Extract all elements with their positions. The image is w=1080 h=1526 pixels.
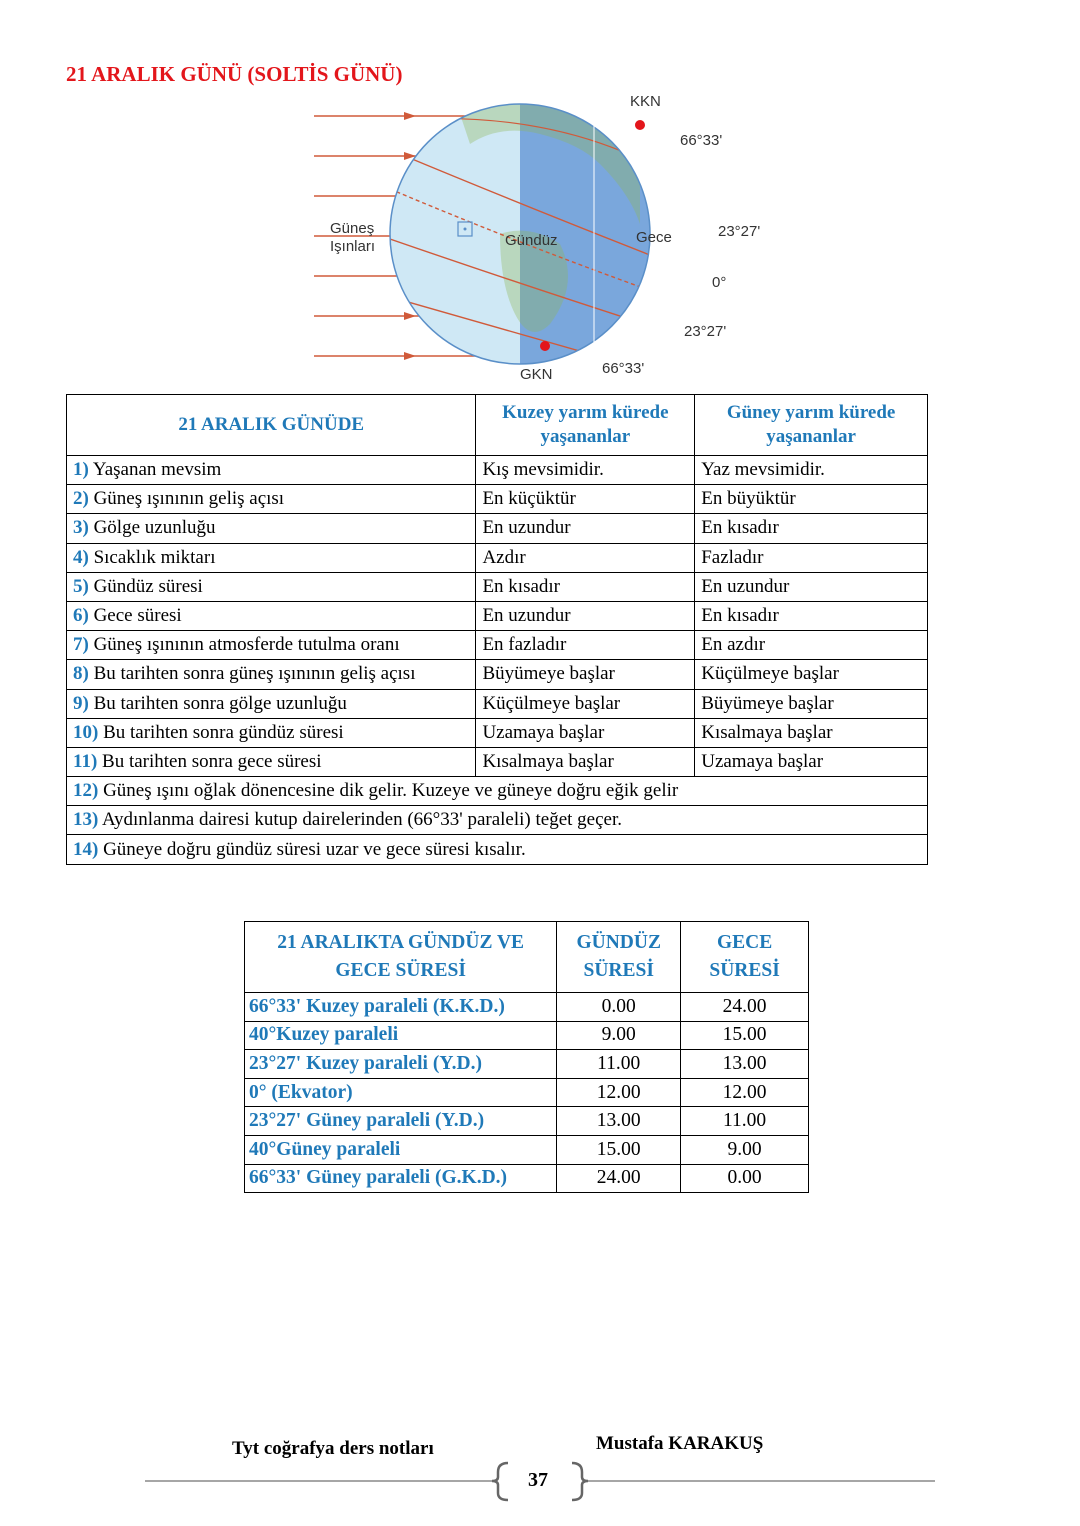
- row-number: 4): [73, 546, 89, 568]
- page-number: 37: [528, 1469, 548, 1491]
- table-row: [245, 1078, 809, 1107]
- row-south: En uzundur: [695, 572, 928, 601]
- row-label: Yaşanan mevsim: [92, 459, 222, 481]
- page-title: 21 ARALIK GÜNÜ (SOLTİS GÜNÜ): [66, 62, 403, 86]
- table-note-row: [67, 835, 928, 864]
- day-value: 11.00: [557, 1050, 681, 1079]
- parallel-label: 40°Güney paraleli: [245, 1135, 557, 1164]
- parallel-label: 0° (Ekvator): [245, 1078, 557, 1107]
- table-row: [67, 543, 928, 572]
- row-number: 1): [73, 459, 89, 481]
- day-value: 13.00: [557, 1107, 681, 1136]
- label-lat-23-south: 23°27': [684, 323, 727, 340]
- table-row: [245, 1107, 809, 1136]
- day-night-duration-table: [244, 921, 809, 1193]
- row-number: 9): [73, 692, 89, 714]
- header-night-line2: SÜRESİ: [709, 960, 780, 981]
- row-label: Gündüz süresi: [93, 575, 203, 597]
- row-south: En büyüktür: [695, 485, 928, 514]
- row-number: 3): [73, 517, 89, 539]
- parallel-label: 23°27' Kuzey paraleli (Y.D.): [245, 1050, 557, 1079]
- header-south-line1: Güney yarım kürede: [726, 402, 896, 423]
- header-day-line1: GÜNDÜZ: [576, 932, 661, 953]
- label-lat-66-north: 66°33': [680, 132, 723, 149]
- row-south: Kısalmaya başlar: [695, 718, 928, 747]
- day-value: 12.00: [557, 1078, 681, 1107]
- row-north: En uzundur: [476, 514, 695, 543]
- parallel-label: 40°Kuzey paraleli: [245, 1021, 557, 1050]
- row-number: 8): [73, 663, 89, 685]
- table-row: [67, 601, 928, 630]
- header-parallel: [245, 922, 557, 993]
- row-label: Bu tarihten sonra gece süresi: [102, 750, 322, 772]
- parallel-label: 66°33' Kuzey paraleli (K.K.D.): [245, 993, 557, 1022]
- row-north: Uzamaya başlar: [476, 718, 695, 747]
- label-day: Gündüz: [505, 232, 558, 249]
- header-col-south: [695, 395, 928, 456]
- table-row: [67, 747, 928, 776]
- night-value: 15.00: [681, 1021, 809, 1050]
- row-label: Gölge uzunluğu: [93, 517, 216, 539]
- header-day-line2: SÜRESİ: [583, 960, 654, 981]
- solstice-globe-diagram: [300, 84, 780, 390]
- row-south: En azdır: [695, 631, 928, 660]
- header-col-north: [476, 395, 695, 456]
- header-day-duration: [557, 922, 681, 993]
- night-value: 9.00: [681, 1135, 809, 1164]
- parallel-label: 66°33' Güney paraleli (G.K.D.): [245, 1164, 557, 1193]
- row-north: En fazladır: [476, 631, 695, 660]
- row-south: En kısadır: [695, 601, 928, 630]
- row-north: En kısadır: [476, 572, 695, 601]
- row-label: Güneş ışınının geliş açısı: [93, 488, 285, 510]
- header-night-duration: [681, 922, 809, 993]
- label-sun-rays-1: Güneş: [330, 220, 375, 237]
- day-value: 0.00: [557, 993, 681, 1022]
- row-label: Bu tarihten sonra gündüz süresi: [103, 721, 344, 743]
- day-value: 24.00: [557, 1164, 681, 1193]
- row-north: Kış mevsimidir.: [476, 456, 695, 485]
- header-south-line2: yaşananlar: [766, 426, 856, 447]
- row-label: Sıcaklık miktarı: [93, 546, 216, 568]
- footer-author: Mustafa KARAKUŞ: [596, 1433, 764, 1454]
- footer-course-title: Tyt coğrafya ders notları: [232, 1438, 434, 1459]
- night-value: 12.00: [681, 1078, 809, 1107]
- table-row: [67, 514, 928, 543]
- label-gkn: GKN: [520, 366, 553, 383]
- table-note-row: [67, 777, 928, 806]
- row-number: 2): [73, 488, 89, 510]
- night-value: 0.00: [681, 1164, 809, 1193]
- table-row: [245, 993, 809, 1022]
- label-lat-23-north: 23°27': [718, 223, 761, 240]
- note-text: Aydınlanma dairesi kutup dairelerinden (66°33' paraleli) teğet geçer.: [102, 809, 622, 831]
- solstice-effects-table: [66, 394, 928, 865]
- row-north: En uzundur: [476, 601, 695, 630]
- table-header-row: [67, 395, 928, 456]
- row-south: Büyümeye başlar: [695, 689, 928, 718]
- row-label: Güneş ışınının atmosferde tutulma oranı: [93, 634, 400, 656]
- night-value: 11.00: [681, 1107, 809, 1136]
- table-row: [67, 572, 928, 601]
- row-number: 11): [73, 750, 98, 772]
- note-text: Güneye doğru gündüz süresi uzar ve gece süresi kısalır.: [103, 838, 526, 860]
- row-north: Azdır: [476, 543, 695, 572]
- row-south: Fazladır: [695, 543, 928, 572]
- row-north: Büyümeye başlar: [476, 660, 695, 689]
- row-number: 10): [73, 721, 99, 743]
- header-night-line1: GECE: [716, 932, 773, 953]
- header-parallel-line1: 21 ARALIKTA GÜNDÜZ VE: [277, 932, 525, 953]
- table-row: [67, 631, 928, 660]
- row-label: Bu tarihten sonra gölge uzunluğu: [93, 692, 347, 714]
- row-label: Bu tarihten sonra güneş ışınının geliş açısı: [93, 663, 416, 685]
- table-row: [67, 485, 928, 514]
- table-row: [245, 1164, 809, 1193]
- label-night: Gece: [636, 229, 672, 246]
- note-number: 13): [73, 809, 99, 831]
- night-value: 13.00: [681, 1050, 809, 1079]
- label-lat-66-south: 66°33': [602, 360, 645, 377]
- table-note-row: [67, 806, 928, 835]
- row-north: En küçüktür: [476, 485, 695, 514]
- day-value: 15.00: [557, 1135, 681, 1164]
- header-north-line1: Kuzey yarım kürede: [502, 402, 669, 423]
- row-south: Yaz mevsimidir.: [695, 456, 928, 485]
- row-south: En kısadır: [695, 514, 928, 543]
- label-sun-rays-2: Işınları: [330, 238, 376, 255]
- parallel-label: 23°27' Güney paraleli (Y.D.): [245, 1107, 557, 1136]
- row-number: 6): [73, 605, 89, 627]
- row-north: Küçülmeye başlar: [476, 689, 695, 718]
- header-north-line2: yaşananlar: [540, 426, 631, 447]
- label-kkn: KKN: [630, 93, 661, 110]
- note-number: 14): [73, 838, 99, 860]
- table-row: [67, 689, 928, 718]
- row-south: Küçülmeye başlar: [695, 660, 928, 689]
- day-value: 9.00: [557, 1021, 681, 1050]
- table-header-row: [245, 922, 809, 993]
- table-row: [67, 718, 928, 747]
- table-row: [67, 456, 928, 485]
- header-col-topic: 21 ARALIK GÜNÜDE: [67, 395, 476, 456]
- row-south: Uzamaya başlar: [695, 747, 928, 776]
- row-number: 7): [73, 634, 89, 656]
- row-north: Kısalmaya başlar: [476, 747, 695, 776]
- table-row: [245, 1021, 809, 1050]
- note-number: 12): [73, 780, 99, 802]
- row-number: 5): [73, 575, 89, 597]
- label-equator: 0°: [712, 274, 727, 291]
- header-parallel-line2: GECE SÜRESİ: [335, 960, 466, 981]
- note-text: Güneş ışını oğlak dönencesine dik gelir. Kuzeye ve güneye doğru eğik gelir: [103, 780, 679, 802]
- night-value: 24.00: [681, 993, 809, 1022]
- table-row: [245, 1135, 809, 1164]
- table-row: [67, 660, 928, 689]
- row-label: Gece süresi: [93, 605, 182, 627]
- table-row: [245, 1050, 809, 1079]
